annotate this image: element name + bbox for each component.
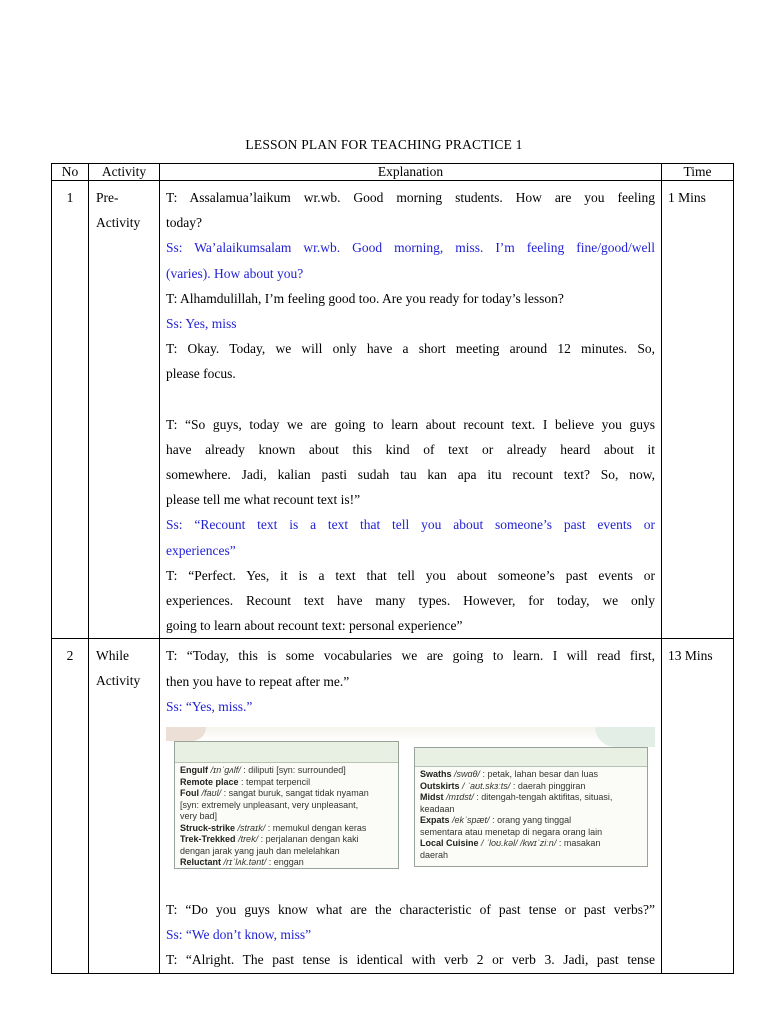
activity-label: Activity bbox=[96, 673, 141, 689]
time-cell: 1 Mins bbox=[662, 181, 734, 639]
decorative-shape bbox=[166, 727, 206, 741]
vocabulary-pronunciation: /mɪdst/ bbox=[446, 792, 474, 803]
vocabulary-meaning: [syn: extremely unpleasant, very unpleasant, bbox=[180, 799, 359, 810]
document-title: LESSON PLAN FOR TEACHING PRACTICE 1 bbox=[245, 137, 523, 152]
activity-cell bbox=[89, 639, 160, 973]
vocabulary-entry bbox=[420, 838, 641, 850]
table-row bbox=[52, 639, 734, 973]
card-header-band bbox=[415, 748, 647, 767]
dialogue-line: T: “So guys, today we are going to learn about recount text. I believe you guys bbox=[166, 416, 655, 432]
vocabulary-word: Outskirts bbox=[420, 780, 460, 791]
header-explanation: Explanation bbox=[160, 164, 662, 181]
dialogue-line: please tell me what recount text is!” bbox=[166, 492, 361, 508]
header-no: No bbox=[52, 164, 89, 181]
activity-label: Activity bbox=[96, 215, 141, 230]
vocabulary-entry bbox=[420, 769, 641, 781]
row-number: 1 bbox=[52, 181, 89, 639]
vocabulary-entry bbox=[180, 857, 392, 869]
dialogue-line: T: “Perfect. Yes, it is a text that tell you about someone’s past events or bbox=[166, 567, 655, 583]
vocabulary-meaning: : perjalanan dengan kaki bbox=[260, 834, 359, 845]
dialogue-line: today? bbox=[166, 215, 202, 231]
vocabulary-entry bbox=[180, 800, 392, 812]
vocabulary-pronunciation: /swɑθ/ bbox=[454, 769, 480, 780]
vocabulary-list bbox=[175, 763, 398, 869]
student-line: (varies). How about you? bbox=[166, 265, 304, 281]
decorative-shape bbox=[595, 727, 655, 747]
vocabulary-pronunciation: /straɪk/ bbox=[237, 822, 266, 833]
vocabulary-meaning: : memukul dengan keras bbox=[267, 822, 367, 833]
vocabulary-entry bbox=[180, 777, 392, 789]
table-header-row bbox=[52, 164, 734, 181]
vocabulary-entry bbox=[420, 792, 641, 804]
dialogue-line: T: “Alright. The past tense is identical with verb 2 or verb 3. Jadi, past tense bbox=[166, 952, 655, 968]
vocabulary-meaning: : orang yang tinggal bbox=[492, 815, 572, 826]
student-line: Ss: “Recount text is a text that tell you about someone’s past events or bbox=[166, 517, 655, 533]
vocabulary-meaning: : sangat buruk, sangat tidak nyaman bbox=[223, 788, 369, 799]
vocabulary-image bbox=[166, 727, 655, 889]
vocabulary-card-right bbox=[414, 747, 648, 867]
vocabulary-meaning: dengan jarak yang jauh dan melelahkan bbox=[180, 845, 340, 856]
vocabulary-meaning: keadaan bbox=[420, 803, 455, 814]
explanation-cell bbox=[160, 181, 662, 639]
vocabulary-card-left bbox=[174, 741, 399, 869]
dialogue-line: T: “Do you guys know what are the characteristic of past tense or past verbs?” bbox=[166, 902, 655, 918]
vocabulary-word: Expats bbox=[420, 815, 450, 826]
dialogue-line: have already known about this kind of text or already heard about it bbox=[166, 441, 655, 457]
dialogue-line: going to learn about recount text: personal experience” bbox=[166, 618, 463, 634]
vocabulary-meaning: : tempat terpencil bbox=[241, 776, 311, 787]
vocabulary-pronunciation: /ɪnˈɡʌlf/ bbox=[210, 765, 241, 776]
paragraph-gap bbox=[166, 387, 655, 412]
vocabulary-meaning: : daerah pinggiran bbox=[512, 780, 586, 791]
vocabulary-word: Remote place bbox=[180, 776, 239, 787]
vocabulary-pronunciation: / ˈaʊt.skɜːts/ bbox=[462, 780, 511, 791]
vocabulary-pronunciation: /faʊl/ bbox=[201, 788, 222, 799]
card-header-band bbox=[175, 742, 398, 763]
activity-cell bbox=[89, 181, 160, 639]
vocabulary-entry bbox=[180, 811, 392, 823]
student-line: Ss: “We don’t know, miss” bbox=[166, 927, 312, 943]
row-number: 2 bbox=[52, 639, 89, 973]
vocabulary-entry bbox=[180, 846, 392, 858]
table-row bbox=[52, 181, 734, 639]
dialogue-line: T: Alhamdulillah, I’m feeling good too. Are you ready for today’s lesson? bbox=[166, 290, 564, 306]
vocabulary-meaning: : ditengah-tengah aktifitas, situasi, bbox=[476, 792, 613, 803]
vocabulary-pronunciation: /trek/ bbox=[238, 834, 259, 845]
vocabulary-entry bbox=[180, 823, 392, 835]
vocabulary-word: Swaths bbox=[420, 769, 452, 780]
vocabulary-meaning: : petak, lahan besar dan luas bbox=[482, 769, 599, 780]
time-cell: 13 Mins bbox=[662, 639, 734, 973]
dialogue-line: T: Okay. Today, we will only have a short meeting around 12 minutes. So, bbox=[166, 341, 655, 357]
vocabulary-meaning: sementara atau menetap di negara orang lain bbox=[420, 826, 603, 837]
student-line: experiences” bbox=[166, 542, 236, 558]
dialogue-line: then you have to repeat after me.” bbox=[166, 673, 350, 689]
vocabulary-pronunciation: /ekˈspæt/ bbox=[452, 815, 490, 826]
activity-label: While bbox=[96, 648, 129, 664]
dialogue-line: experiences. Recount text have many types. However, for today, we only bbox=[166, 593, 655, 609]
header-activity: Activity bbox=[89, 164, 160, 181]
vocabulary-entry bbox=[180, 788, 392, 800]
vocabulary-entry bbox=[420, 815, 641, 827]
vocabulary-meaning: very bad] bbox=[180, 811, 218, 822]
header-time: Time bbox=[662, 164, 734, 181]
dialogue-line: please focus. bbox=[166, 366, 236, 382]
vocabulary-pronunciation: /rɪˈlʌk.tənt/ bbox=[223, 857, 267, 868]
student-line: Ss: “Yes, miss.” bbox=[166, 698, 253, 714]
dialogue-line: T: “Today, this is some vocabularies we are going to learn. I will read first, bbox=[166, 648, 655, 664]
explanation-cell bbox=[160, 639, 662, 973]
vocabulary-meaning: : masakan bbox=[558, 838, 601, 849]
vocabulary-pronunciation: / ˈloʊ.kəl/ /kwɪˈziːn/ bbox=[481, 838, 557, 849]
lesson-plan-table bbox=[51, 163, 734, 974]
vocabulary-entry bbox=[420, 850, 641, 862]
vocabulary-word: Midst bbox=[420, 792, 444, 803]
dialogue-line: T: Assalamua’laikum wr.wb. Good morning students. How are you feeling bbox=[166, 190, 655, 205]
vocabulary-entry bbox=[180, 834, 392, 846]
vocabulary-list bbox=[415, 767, 647, 861]
dialogue-line: somewhere. Jadi, kalian pasti sudah tau kan apa itu recount text? So, now, bbox=[166, 467, 655, 483]
vocabulary-meaning: : diliputi [syn: surrounded] bbox=[243, 765, 346, 776]
vocabulary-entry bbox=[420, 804, 641, 816]
vocabulary-word: Reluctant bbox=[180, 857, 222, 868]
vocabulary-entry bbox=[420, 827, 641, 839]
vocabulary-word: Struck-strike bbox=[180, 822, 236, 833]
student-line: Ss: Yes, miss bbox=[166, 316, 237, 332]
vocabulary-meaning: daerah bbox=[420, 849, 449, 860]
vocabulary-word: Foul bbox=[180, 788, 199, 799]
vocabulary-entry bbox=[420, 781, 641, 793]
vocabulary-meaning: : enggan bbox=[268, 857, 304, 868]
vocabulary-word: Local Cuisine bbox=[420, 838, 479, 849]
vocabulary-entry bbox=[180, 765, 392, 777]
activity-label: Pre- bbox=[96, 190, 119, 205]
student-line: Ss: Wa’alaikumsalam wr.wb. Good morning, miss. I’m feeling fine/good/well bbox=[166, 240, 655, 256]
vocabulary-word: Trek-Trekked bbox=[180, 834, 236, 845]
vocabulary-word: Engulf bbox=[180, 765, 208, 776]
